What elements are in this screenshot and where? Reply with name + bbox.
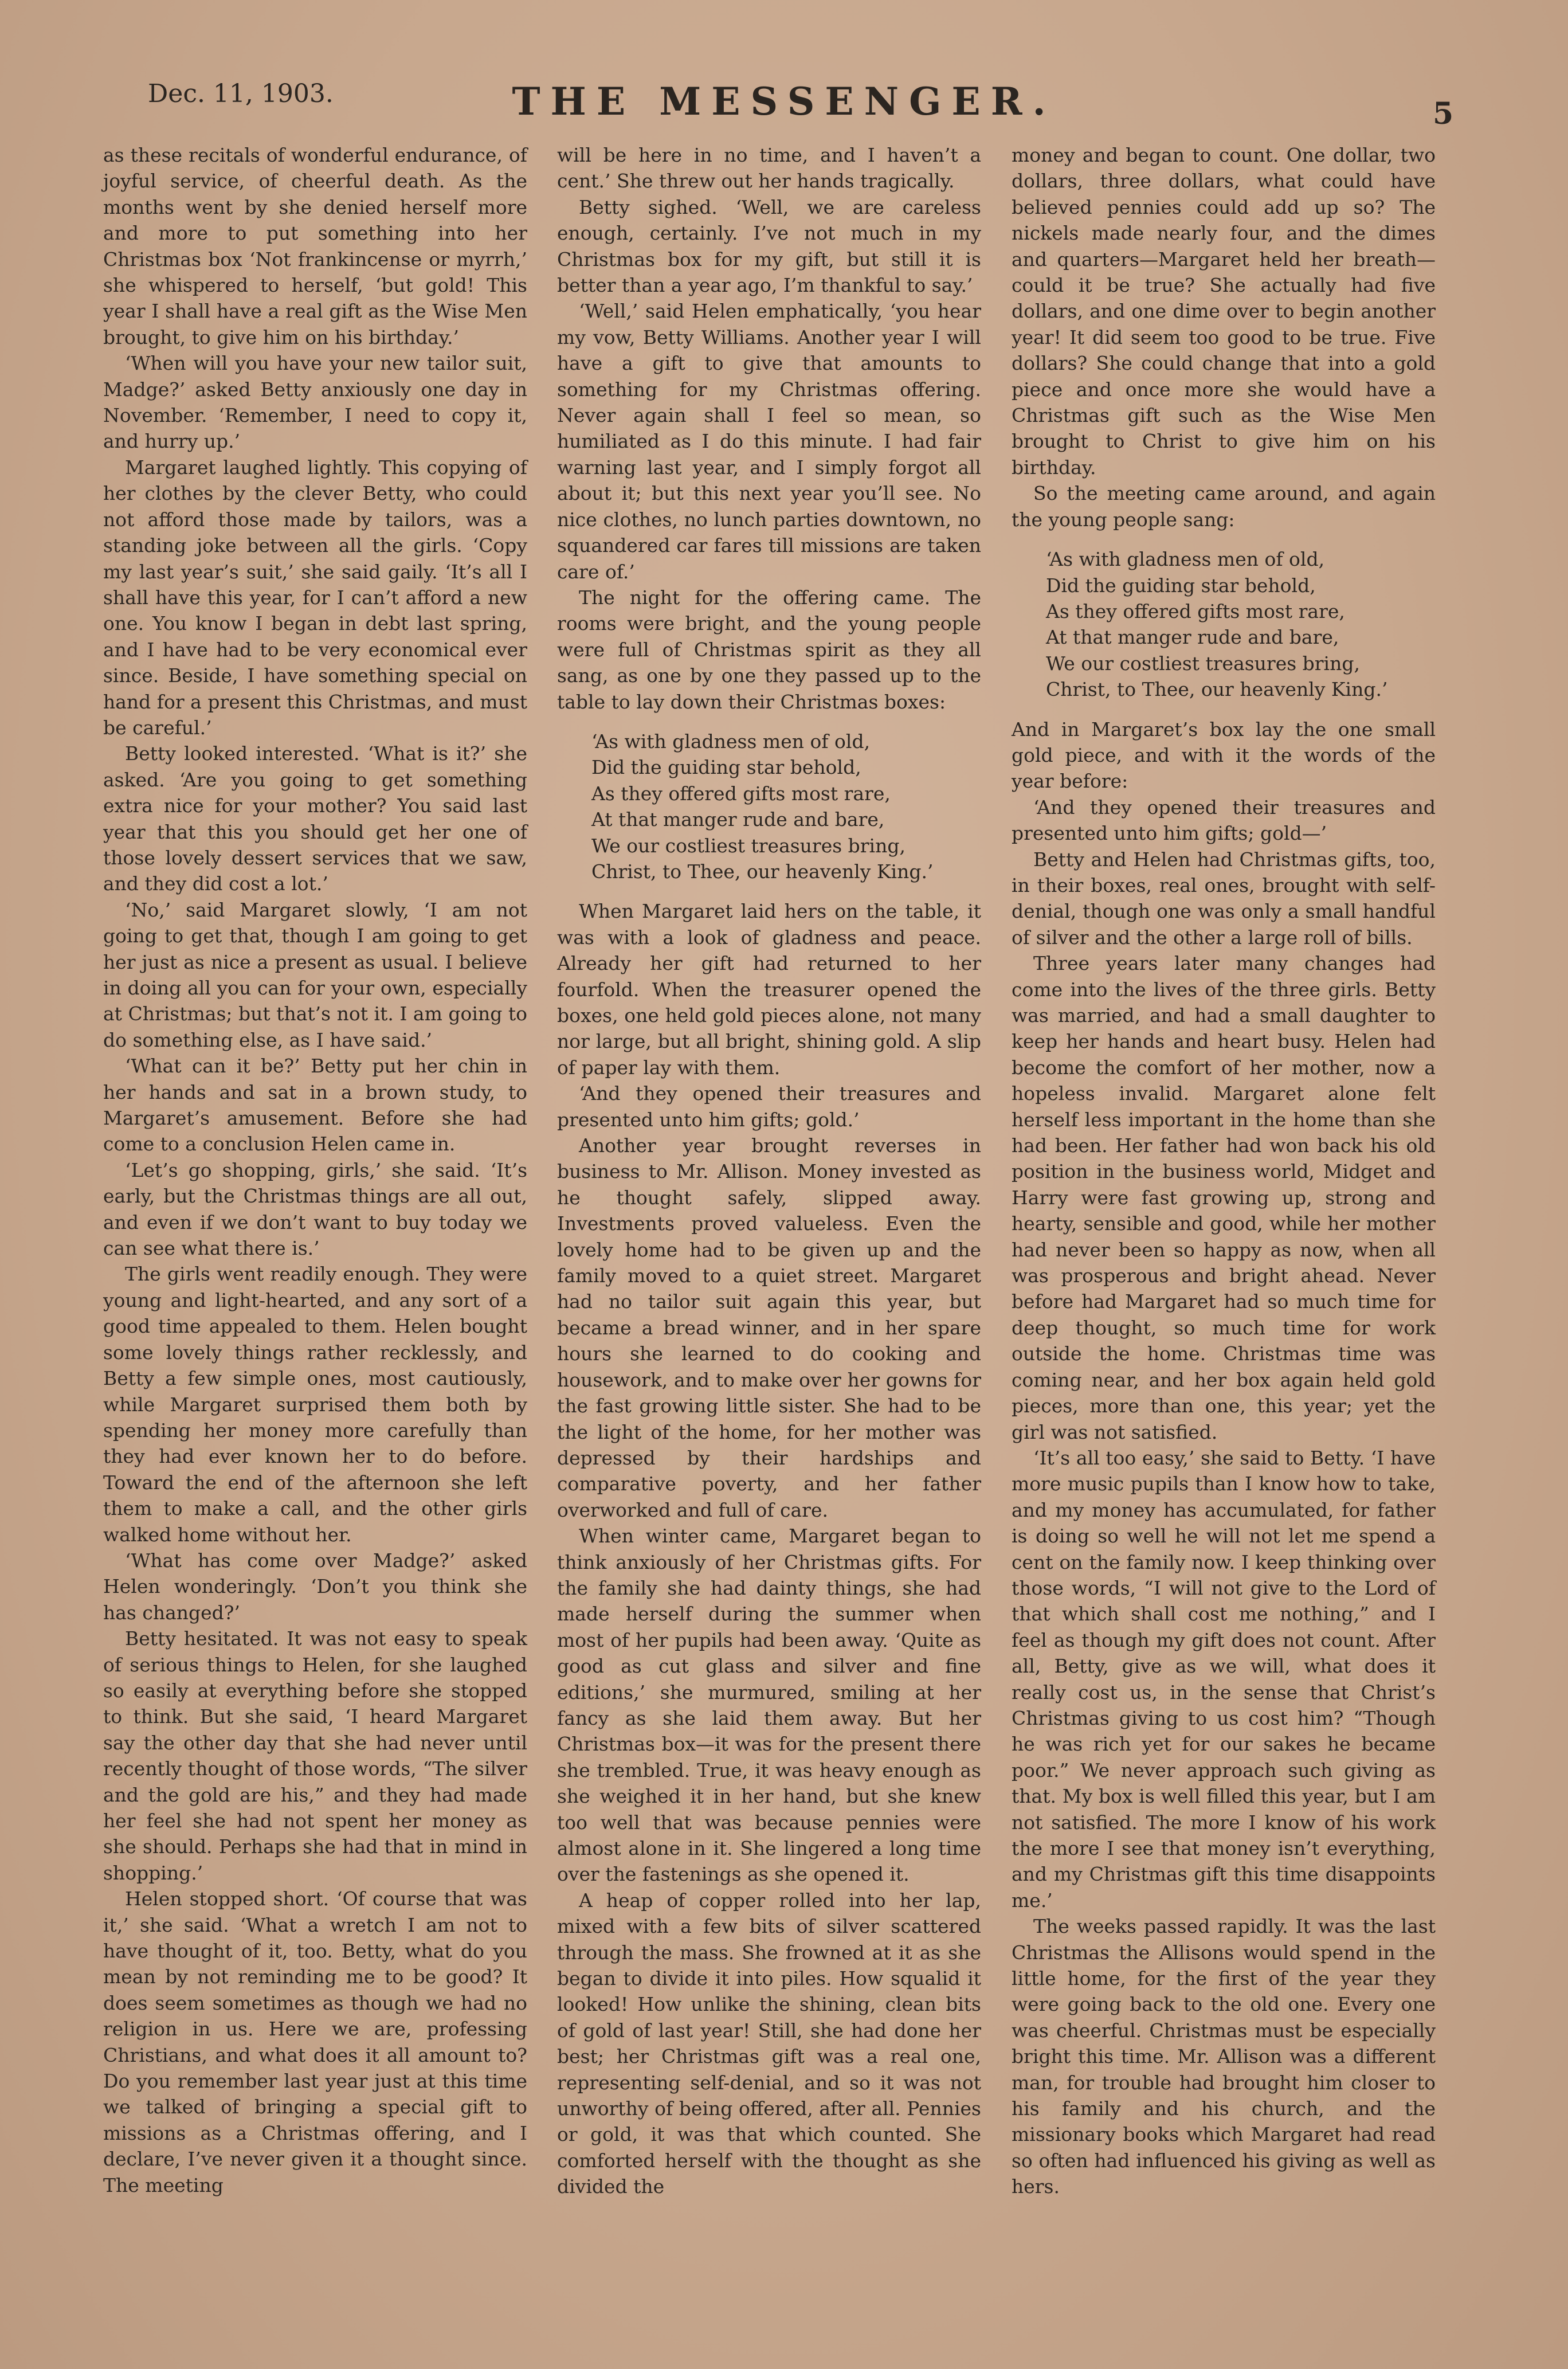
hymn-line: Did the guiding star behold, [591, 756, 861, 779]
hymn-line: Did the guiding star behold, [1046, 574, 1316, 597]
hymn-line: Christ, to Thee, our heavenly King.’ [1046, 678, 1388, 701]
page-number: 5 [1433, 96, 1454, 131]
issue-date: Dec. 11, 1903. [148, 79, 334, 108]
paragraph: ‘Let’s go shopping, girls,’ she said. ‘It’s early, but the Christmas things are all out, and even if we don’t want to buy today we can see what there is.’ [103, 1158, 527, 1260]
paragraph: Margaret laughed lightly. This copying of her clothes by the clever Betty, who could not afford those made by tailors, was a standing joke between all the girls. ‘Copy my last year’s suit,’ she said gaily. ‘It’s all I shall have this year, for I can’t afford a new one. You know I began in debt last spring, and I have had to be very economical ever since. Beside, I have something special on hand for a present this Christmas, and must be careful.’ [103, 456, 527, 739]
paragraph: Betty sighed. ‘Well, we are careless enough, certainly. I’ve not much in my Christmas box for my gift, but still it is better than a year ago, I’m thankful to say.’ [557, 195, 981, 297]
paragraph: ‘It’s all too easy,’ she said to Betty. ‘I have more music pupils than I know how to take, and my money has accumulated, for father is doing so well he will not let me spend a cent on the family now. I keep thinking over those words, “I will not give to the Lord of that which shall cost me nothing,” and I feel as though my gift does not count. After all, Betty, give as we will, what does it really cost us, in the sense that Christ’s Christmas giving to us cost him? “Though he was rich yet for our sakes he became poor.” We never approach such giving as that. My box is well filled this year, but I am not satisfied. The more I know of his work the more I see that money isn’t everything, and my Christmas gift this time disappoints me.’ [1012, 1446, 1436, 1912]
hymn-line: As they offered gifts most rare, [591, 782, 891, 805]
paragraph: And in Margaret’s box lay the one small gold piece, and with it the words of the year before: [1012, 718, 1436, 793]
hymn-line: We our costliest treasures bring, [591, 834, 905, 857]
paragraph: The weeks passed rapidly. It was the last Christmas the Allisons would spend in the little home, for the first of the year they were going back to the old one. Every one was cheerful. Christmas must be especially bright this time. Mr. Allison was a different man, for trouble had brought him closer to his family and his church, and the missionary books which Margaret had read so often had influenced his giving as well as hers. [1012, 1915, 1436, 2198]
column-2 [557, 142, 981, 2200]
hymn-line: At that manger rude and bare, [591, 808, 885, 831]
paragraph: as these recitals of wonderful endurance, of joyful service, of cheerful death. As the months went by she denied herself more and more to put something into her Christmas box ‘Not frankincense or myrrh,’ she whispered to herself, ‘but gold! This year I shall have a real gift as the Wise Men brought, to give him on his birthday.’ [103, 144, 527, 349]
paragraph: Another year brought reverses in business to Mr. Allison. Money invested as he thought safely, slipped away. Investments proved valueless. Even the lovely home had to be given up and the family moved to a quiet street. Margaret had no tailor suit again this year, but became a bread winner, and in her spare hours she learned to do cooking and housework, and to make over her gowns for the fast growing little sister. She had to be the light of the home, for her mother was depressed by their hardships and comparative poverty, and her father overworked and full of care. [557, 1134, 981, 1521]
paragraph: Betty hesitated. It was not easy to speak of serious things to Helen, for she laughed so easily at everything before she stopped to think. But she said, ‘I heard Margaret say the other day that she had never until recently thought of those words, “The silver and the gold are his,” and they had made her feel she had not spent her money as she should. Perhaps she had that in mind in shopping.’ [103, 1627, 527, 1884]
hymn-line: As they offered gifts most rare, [1046, 600, 1345, 622]
paragraph: ‘What can it be?’ Betty put her chin in her hands and sat in a brown study, to Margaret’s amusement. Before she had come to a conclusion Helen came in. [103, 1055, 527, 1156]
hymn-verse-repeat [1046, 546, 1436, 702]
paragraph: The girls went readily enough. They were young and light-hearted, and any sort of a good time appealed to them. Helen bought some lovely things rather recklessly, and Betty a few simple ones, most cautiously, while Margaret surprised them both by spending her money more carefully than they had ever known her to do before. Toward the end of the afternoon she left them to make a call, and the other girls walked home without her. [103, 1263, 527, 1546]
column-1 [103, 142, 527, 2198]
paragraph: ‘What has come over Madge?’ asked Helen wonderingly. ‘Don’t you think she has changed?’ [103, 1549, 527, 1624]
paragraph: ‘No,’ said Margaret slowly, ‘I am not going to get that, though I am going to get her just as nice a present as usual. I believe in doing all you can for your own, especially at Christmas; but that’s not it. I am going to do something else, as I have said.’ [103, 898, 527, 1051]
paragraph: ‘And they opened their treasures and presented unto him gifts; gold—’ [1012, 796, 1436, 845]
hymn-line: ‘As with gladness men of old, [1046, 548, 1325, 571]
paragraph: Three years later many changes had come into the lives of the three girls. Betty was married, and had a small daughter to keep her hands and heart busy. Helen had become the comfort of her mother, now a hopeless invalid. Margaret alone felt herself less important in the home than she had been. Her father had won back his old position in the business world, Midget and Harry were fast growing up, strong and hearty, sensible and good, while her mother had never been so happy as now, when all was prosperous and bright ahead. Never before had Margaret had so much time for deep thought, so much time for work outside the home. Christmas time was coming near, and her box again held gold pieces, more than one, this year; yet the girl was not satisfied. [1012, 952, 1436, 1443]
hymn-line: At that manger rude and bare, [1046, 626, 1339, 649]
paragraph: Betty looked interested. ‘What is it?’ she asked. ‘Are you going to get something extra nice for your mother? You said last year that this you should get her one of those lovely dessert services that we saw, and they did cost a lot.’ [103, 742, 527, 895]
hymn-verse [591, 729, 981, 884]
paragraph: Helen stopped short. ‘Of course that was it,’ she said. ‘What a wretch I am not to have thought of it, too. Betty, what do you mean by not reminding me to be good? It does seem sometimes as though we had no religion in us. Here we are, professing Christians, and what does it all amount to? Do you remember last year just at this time we talked of bringing a special gift to missions as a Christmas offering, and I declare, I’ve never given it a thought since. The meeting [103, 1888, 527, 2196]
paragraph: When Margaret laid hers on the table, it was with a look of gladness and peace. Already her gift had returned to her fourfold. When the treasurer opened the boxes, one held gold pieces alone, not many nor large, but all bright, shining gold. A slip of paper lay with them. [557, 900, 981, 1079]
paragraph: ‘When will you have your new tailor suit, Madge?’ asked Betty anxiously one day in November. ‘Remember, I need to copy it, and hurry up.’ [103, 352, 527, 453]
column-3 [1012, 142, 1436, 2200]
paragraph: So the meeting came around, and again the young people sang: [1012, 482, 1436, 531]
masthead: THE MESSENGER. [512, 79, 1056, 124]
hymn-line: Christ, to Thee, our heavenly King.’ [591, 860, 934, 883]
paragraph: The night for the offering came. The rooms were bright, and the young people were full of Christmas spirit as they all sang, as one by one they passed up to the table to lay down their Christmas boxes: [557, 586, 981, 713]
paragraph: ‘And they opened their treasures and presented unto him gifts; gold.’ [557, 1082, 981, 1131]
paragraph: Betty and Helen had Christmas gifts, too, in their boxes, real ones, brought with self-denial, though one was only a small handful of silver and the other a large roll of bills. [1012, 848, 1436, 949]
hymn-line: We our costliest treasures bring, [1046, 652, 1360, 675]
hymn-line: ‘As with gladness men of old, [591, 730, 871, 753]
paragraph: A heap of copper rolled into her lap, mixed with a few bits of silver scattered through the mass. She frowned at it as she began to divide it into piles. How squalid it looked! How unlike the shining, clean bits of gold of last year! Still, she had done her best; her Christmas gift was a real one, representing self-denial, and so it was not unworthy of being offered, after all. Pennies or gold, it was that which counted. She comforted herself with the thought as she divided the [557, 1889, 981, 2198]
paragraph: When winter came, Margaret began to think anxiously of her Christmas gifts. For the family she had dainty things, she had made herself during the summer when most of her pupils had been away. ‘Quite as good as cut glass and silver and fine editions,’ she murmured, smiling at her fancy as she laid them away. But her Christmas box—it was for the present there she trembled. True, it was heavy enough as she weighed it in her hand, but she knew too well that was because pennies were almost alone in it. She lingered a long time over the fastenings as she opened it. [557, 1525, 981, 1886]
paragraph: money and began to count. One dollar, two dollars, three dollars, what could have believed pennies could add up so? The nickels made nearly four, and the dimes and quarters—Margaret held her breath—could it be true? She actually had five dollars, and one dime over to begin another year! It did seem too good to be true. Five dollars? She could change that into a gold piece and once more she would have a Christmas gift such as the Wise Men brought to Christ to give him on his birthday. [1012, 144, 1436, 479]
paragraph: will be here in no time, and I haven’t a cent.’ She threw out her hands tragically. [557, 144, 981, 193]
paragraph: ‘Well,’ said Helen emphatically, ‘you hear my vow, Betty Williams. Another year I will have a gift to give that amounts to something for my Christmas offering. Never again shall I feel so mean, so humiliated as I do this minute. I had fair warning last year, and I simply forgot all about it; but this next year you’ll see. No nice clothes, no lunch parties downtown, no squandered car fares till missions are taken care of.’ [557, 300, 981, 583]
